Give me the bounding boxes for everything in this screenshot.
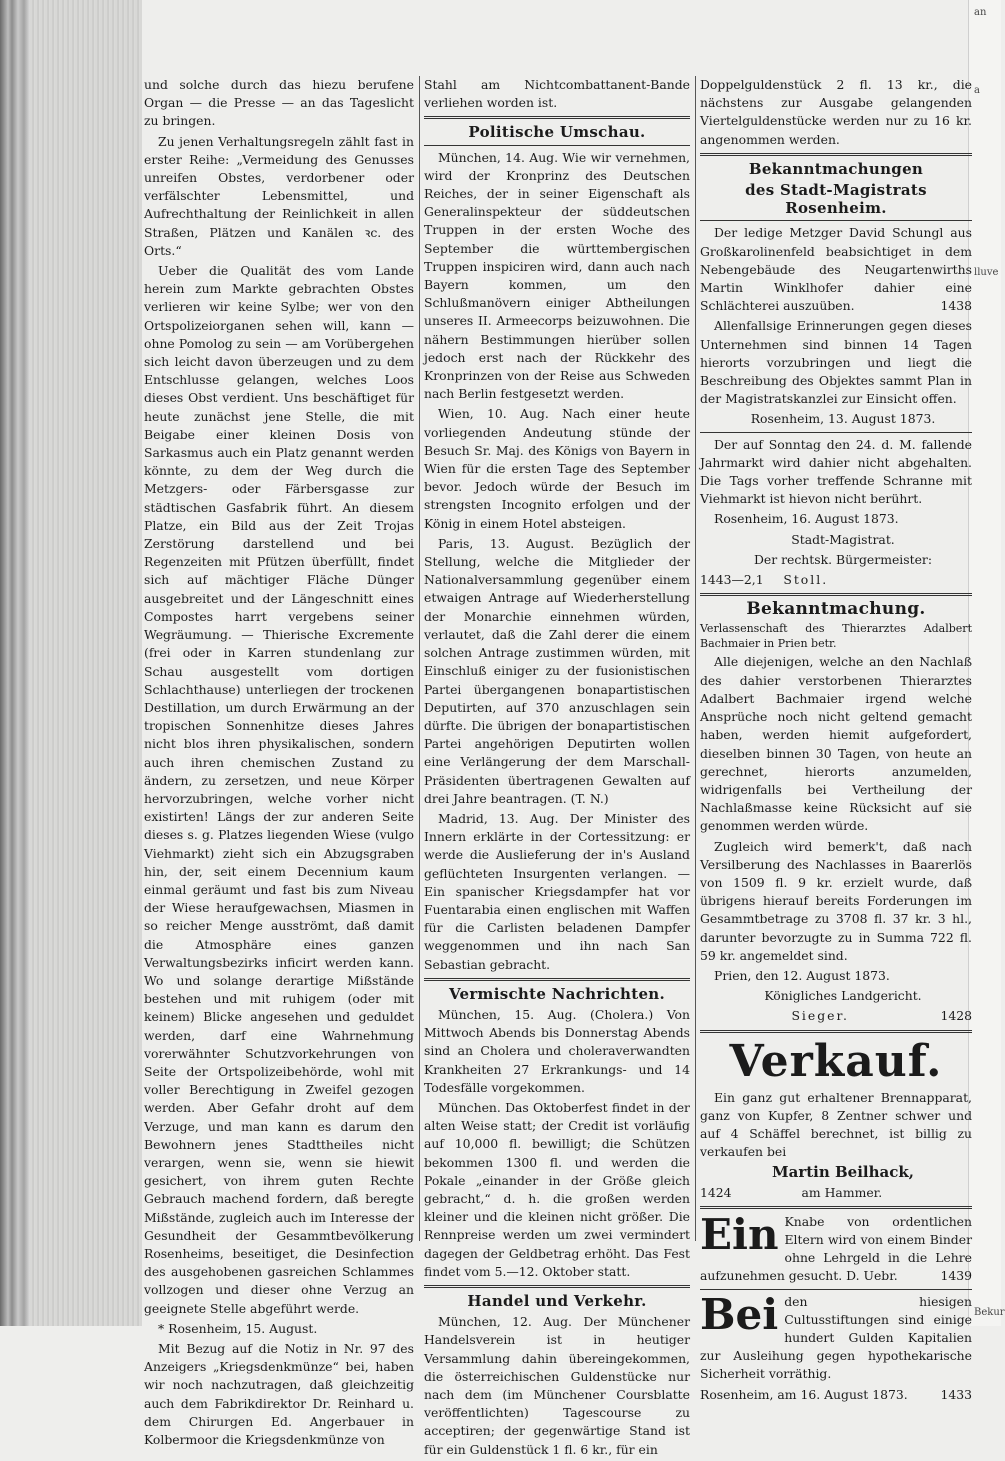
col2-paragraph: Paris, 13. August. Bezüglich der Stellung, welche die Mitglieder der Nationalversammlung gegenüber einem etwaigen Antrage auf Wiederherstellung der Monarchie einnehmen würden, verlautet, daß die Zahl derer die einem solchen Antrage zustimmen würden, mit Einschluß einiger zu der fusionistischen Partei übergangenen bonapartistischen Deputirten, auf 370 anzuschlagen sein dürfte. Die übrigen der bonapartistischen Partei angehörigen Deputirten wollen eine Verlängerung der dem Marschall-Präsidenten übertragenen Gewalten auf drei Jahre beantragen. (T. N.) <box>424 535 690 806</box>
adjacent-page-strip <box>974 0 1005 1326</box>
adjacent-page-fragment <box>974 962 1000 988</box>
col3-dateline: Rosenheim, am 16. August 1873. <box>700 1386 908 1402</box>
adjacent-page-fragment: an <box>974 7 987 18</box>
adjacent-page-fragment <box>974 572 1000 598</box>
section-divider <box>700 593 972 596</box>
section-heading-politics: Politische Umschau. <box>468 123 646 142</box>
adjacent-page-fragment <box>974 702 1000 728</box>
col1-paragraph: Ueber die Qualität des vom Lande herein zum Markte gebrachten Obstes verlieren wir keine Sylbe; wer von den Ortspolizeiorganen sehen will, kann — ohne Pomolog zu sein — am Vorübergehen sich leicht davon überzeugen und zu dem Entschlusse gelangen, welches Loos dieses Obst verdient. Uns beschäftiget für heute zunächst jene Stelle, die mit Beigabe einer kleinen Dosis von Sarkasmus auch ein Platz genannt werden könnte, zu dem der Weg durch die Metzgers- oder Färbersgasse zur städtischen Gasfabrik führt. An diesem Platze, ein Bild aus der Zeit Trojas Zerstörung darstellend und bei Regenzeiten mit Pfützen überfüllt, findet sich auf mächtiger Fläche Dünger ausgebreitet und der Längeschnitt eines Compostes harrt vergebens seiner Wegräumung. — Thierische Excremente (frei oder in Karren stundenlang zur Schau ausgestellt vom dortigen Schlachthause) unterliegen der trockenen Destillation, um durch Erwärmung an der tropischen Sonnenhitze dieses Jahres nicht blos ihren physikalischen, sondern auch ihren chemischen Zustand zu ändern, zu zersetzen, und neue Körper hervorzubringen, welche vorher nicht existirten! Längs der zur anderen Seite dieses s. g. Platzes liegenden Wiese (vulgo Viehmarkt) zieht sich ein Abzugsgraben hin, der, seit einem Decennium kaum einmal geräumt und fast bis zum Niveau der Wiese heraufgewachsen, Miasmen in so reicher Menge ausströmt, daß damit die Atmosphäre eines ganzen Verwaltungsbezirks inficirt werden kann. Wo und solange derartige Mißstände bestehen und mit ruhigem (oder mit keinem) Blicke angesehen und geduldet werden, darf eine Wahrnehmung vorerwähnter Schutzvorkehrungen von Seite der Ortspolizeibehörde, wohl mit voller Berechtigung in Zweifel gezogen werden. Aber Gefahr droht auf dem Verzuge, und man kann es darum den Bewohnern jenes Stadttheiles nicht verargen, wenn sie, wenn sie hiewit gesichert, von ihrem guten Rechte Gebrauch machend fordern, daß beregte Mißstände, zugleich auch im Interesse der Gesundheit der Gesammtbevölkerung Rosenheims, beseitiget, die Desinfection des ausgehobenen gasreichen Schlammes vollzogen und dieser ohne Verzug an geeignete Stelle abgeführt werde. <box>144 263 414 1316</box>
adjacent-page-fragment <box>974 1248 1000 1274</box>
col2-paragraph: Stahl am Nichtcombattanent-Bande verliehen worden ist. <box>424 77 690 111</box>
col3-signature-line <box>700 1007 972 1025</box>
adjacent-page-fragment <box>974 936 1000 962</box>
column-rule-1 <box>419 76 420 1241</box>
notice-number: 1438 <box>940 298 972 314</box>
adjacent-page-fragment: a <box>974 85 980 96</box>
col3-paragraph: den hiesigen Cultusstiftungen sind einige hundert Gulden Kapitalien zur Ausleihung gegen hypothekarische Sicherheit vorräthig. <box>700 1293 972 1382</box>
col3-paragraph: Ein ganz gut erhaltener Brennapparat, ganz von Kupfer, 8 Zentner schwer und auf 4 Schäffel berechnet, ist billig zu verkaufen bei <box>700 1089 972 1160</box>
heading-underline <box>700 220 972 221</box>
signature-name: Sieger. <box>791 1008 849 1024</box>
adjacent-page-fragment <box>974 1196 1000 1222</box>
adjacent-page-fragment <box>974 780 1000 806</box>
col3-signature-title: Der rechtsk. Bürgermeister: <box>753 551 933 567</box>
col2-paragraph: München, 14. Aug. Wie wir vernehmen, wird der Kronprinz des Deutschen Reiches, der in seiner Eigenschaft als Generalinspekteur der süddeutschen Truppen in der ersten Woche des September die württembergischen Truppen inspiciren wird, dann auch nach Bayern kommen, um den Schlußmanövern einiger Abtheilungen unseres II. Armeecorps beizuwohnen. Die nähern Bestimmungen hierüber sollen jedoch erst nach der Rückkehr des Kronprinzen von der Reise aus Schweden nach Berlin festgesetzt werden. <box>424 149 690 402</box>
col3-paragraph: Zugleich wird bemerk't, daß nach Versilberung des Nachlasses in Baarerlös von 1509 fl. 9 kr. erzielt wurde, daß übrigens hierauf bereits Forderungen im Gesammtbetrage zu 3708 fl. 37 kr. 3 hl., darunter bevorzugte zu in Summa 722 fl. 59 kr. angemeldet sind. <box>700 838 972 963</box>
ad-initial-word: Bei <box>700 1289 779 1339</box>
seller-location: am Hammer. <box>801 1184 883 1200</box>
notice-number: 1433 <box>940 1386 972 1402</box>
column-3 <box>700 76 972 1406</box>
col2-paragraph: Madrid, 13. Aug. Der Minister des Innern erklärte in der Cortessitzung: er werde die Auslieferung der in's Ausland geflüchteten Insurgenten verlangen. — Ein spanischer Kriegsdampfer hat vor Fuentarabia einen englischen mit Waffen für die Carlisten beladenen Dampfer weggenommen und ihn nach San Sebastian gebracht. <box>424 810 690 972</box>
adjacent-page-fragment <box>974 832 1000 858</box>
ad-text: Knabe von ordentlichen Eltern wird von einem Binder ohne Lehrgeld in die Lehre aufzunehmen gesucht. D. Uebr. <box>700 1213 972 1284</box>
adjacent-page-fragment <box>974 338 1000 364</box>
col1-paragraph: Mit Bezug auf die Notiz in Nr. 97 des Anzeigers „Kriegsdenkmünze“ bei, haben wir noch nachzutragen, daß gleichzeitig auch dem Fabrikdirektor Dr. Reinhard u. dem Chirurgen Ed. Angerbauer in Kolbermoor die Kriegsdenkmünze von <box>144 1341 414 1448</box>
col3-dateline: Rosenheim, 13. August 1873. <box>750 411 936 427</box>
apprentice-ad <box>700 1209 972 1286</box>
adjacent-page-fragment <box>974 1274 1000 1300</box>
col3-signature-line <box>700 571 972 589</box>
col3-paragraph <box>700 224 972 315</box>
col2-paragraph: Wien, 10. Aug. Nach einer heute vorliegenden Andeutung stünde der Besuch Sr. Maj. des Königs von Bayern in Wien für die ersten Tage des September bevor. Jedoch würde der Besuch im strengsten Incognito erfolgen und der König in einem Hotel absteigen. <box>424 406 690 531</box>
adjacent-page-fragment <box>974 1092 1000 1118</box>
notice-heading: Bekanntmachung. <box>746 599 926 620</box>
adjacent-page-fragment <box>974 234 1000 260</box>
adjacent-page-fragment <box>974 1170 1000 1196</box>
adjacent-page-fragment <box>974 1066 1000 1092</box>
col2-paragraph: München. Das Oktoberfest findet in der alten Weise statt; der Credit ist vorläufig auf 10,000 fl. bewilligt; die Schützen bekommen 1300 fl. und werden die Pokale „einander in der Größe gleich gebracht,“ d. h. die großen werden kleiner und die kleinen nicht größer. Die Rennpreise werden um zwei vermindert dagegen der Geldbetrag erhöht. Das Fest findet vom 5.—12. Oktober statt. <box>424 1099 690 1279</box>
col3-signature-office: Königliches Landgericht. <box>764 988 922 1004</box>
notice-number: 1424 <box>700 1184 732 1200</box>
book-binding <box>0 0 30 1326</box>
ad-initial-word: Ein <box>700 1209 779 1259</box>
notice-subheading: des Stadt-Magistrats Rosenheim. <box>745 181 927 218</box>
adjacent-page-fragment <box>974 1014 1000 1040</box>
section-divider <box>700 153 972 156</box>
section-divider <box>424 1285 690 1288</box>
adjacent-page-fragment <box>974 312 1000 338</box>
adjacent-page-fragment <box>974 442 1000 468</box>
adjacent-page-fragment <box>974 182 1000 208</box>
adjacent-page-fragment <box>974 364 1000 390</box>
adjacent-page-fragment <box>974 286 1000 312</box>
col3-paragraph: Der auf Sonntag den 24. d. M. fallende Jahrmarkt wird dahier nicht abgehalten. Die Tags vorher treffende Schranne mit Viehmarkt ist hievon nicht berührt. <box>700 436 972 507</box>
notice-number: 1428 <box>940 1008 972 1024</box>
section-divider <box>700 1030 972 1033</box>
section-divider <box>424 978 690 981</box>
adjacent-page-fragment <box>974 858 1000 884</box>
adjacent-page-fragment <box>974 26 1000 52</box>
column-1 <box>144 76 414 1451</box>
adjacent-page-fragment <box>974 208 1000 234</box>
col1-paragraph: und solche durch das hiezu berufene Organ — die Presse — an das Tageslicht zu bringen. <box>144 77 414 129</box>
adjacent-page-fragment <box>974 728 1000 754</box>
adjacent-page-fragment <box>974 390 1000 416</box>
column-rule-2 <box>695 76 696 1241</box>
divider <box>700 432 972 433</box>
col3-signature-line <box>700 1184 972 1202</box>
adjacent-page-fragment <box>974 650 1000 676</box>
adjacent-page-fragment <box>974 52 1000 78</box>
adjacent-page-fragment <box>974 754 1000 780</box>
adjacent-page-fragment <box>974 910 1000 936</box>
adjacent-page-fragment: lluve <box>974 267 999 278</box>
sale-heading: Verkauf. <box>729 1035 943 1087</box>
col3-dateline: Prien, den 12. August 1873. <box>714 967 890 983</box>
signature-name: Stoll. <box>783 572 829 588</box>
col3-paragraph: Alle diejenigen, welche an den Nachlaß des dahier verstorbenen Thierarztes Adalbert Bachmaier irgend welche Ansprüche noch nicht geltend gemacht haben, werden hiemit aufgefordert, dieselben binnen 30 Tagen, von heute an gerechnet, hierorts anzumelden, widrigenfalls bei Vertheilung der Nachlaßmasse keine Rücksicht auf sie genommen werden würde. <box>700 654 972 834</box>
page-edge-stack <box>30 0 142 1326</box>
adjacent-page-fragment <box>974 468 1000 494</box>
adjacent-page-fragment <box>974 806 1000 832</box>
adjacent-page-fragment <box>974 156 1000 182</box>
col3-signature-line <box>700 1386 972 1404</box>
col3-paragraph: Doppelguldenstück 2 fl. 13 kr., die nächstens zur Ausgabe gelangenden Viertelguldenstücke werden nur zu 16 kr. angenommen werden. <box>700 77 972 147</box>
notice-text: Der ledige Metzger David Schungl aus Großkarolinenfeld beabsichtiget in dem Nebengebäude des Neugartenwirths Martin Winklhofer dahier eine Schlächterei auszuüben. <box>700 225 972 314</box>
adjacent-page-fragment <box>974 546 1000 572</box>
section-heading-misc: Vermischte Nachrichten. <box>448 984 666 1003</box>
adjacent-page-fragment <box>974 884 1000 910</box>
col1-dateline: * Rosenheim, 15. August. <box>158 1320 318 1336</box>
adjacent-page-fragment <box>974 1118 1000 1144</box>
heading-underline <box>424 145 690 146</box>
adjacent-page-fragment <box>974 1144 1000 1170</box>
section-heading-trade: Handel und Verkehr. <box>467 1292 647 1310</box>
notice-heading: Bekanntmachungen <box>748 159 924 178</box>
adjacent-page-fragment <box>974 104 1000 130</box>
adjacent-page-fragment <box>974 520 1000 546</box>
seller-name: Martin Beilhack, <box>772 1163 914 1182</box>
loan-ad <box>700 1289 972 1384</box>
col2-paragraph: München, 12. Aug. Der Münchener Handelsverein ist in heutiger Versammlung dahin übereingekommen, die österreichischen Guldenstücke nur nach dem (im Münchener Coursblatte veröffentlichten) Tagescourse zu acceptiren; der gegenwärtige Stand ist für ein Guldenstück 1 fl. 6 kr., für ein <box>424 1314 690 1457</box>
col3-paragraph: Allenfallsige Erinnerungen gegen dieses Unternehmen sind binnen 14 Tagen hierorts vorzubringen und liegt die Beschreibung des Objektes sammt Plan in der Magistratskanzlei zur Einsicht offen. <box>700 318 972 407</box>
adjacent-page-fragment <box>974 598 1000 624</box>
col2-paragraph: München, 15. Aug. (Cholera.) Von Mittwoch Abends bis Donnerstag Abends sind an Cholera und choleraverwandten Krankheiten 27 Erkrankungs- und 14 Todesfälle vorgekommen. <box>424 1006 690 1095</box>
adjacent-page-fragment: Bekur <box>974 1307 1005 1318</box>
col1-paragraph: Zu jenen Verhaltungsregeln zählt fast in erster Reihe: „Vermeidung des Genusses unreifen Obstes, verdorbener oder verfälschter Lebensmittel, und Aufrechthaltung der Reinlichkeit in allen Straßen, Plätzen und Kanälen ꝛc. des Orts.“ <box>144 133 414 258</box>
adjacent-page-fragment <box>974 988 1000 1014</box>
notice-number: 1439 <box>940 1268 972 1284</box>
adjacent-page-fragment <box>974 1040 1000 1066</box>
adjacent-page-fragment <box>974 416 1000 442</box>
notice-subject: Verlassenschaft des Thierarztes Adalbert Bachmaier in Prien betr. <box>700 622 972 651</box>
adjacent-page-fragment <box>974 624 1000 650</box>
adjacent-page-fragment <box>974 494 1000 520</box>
adjacent-page-fragment <box>974 1222 1000 1248</box>
col3-signature-office: Stadt-Magistrat. <box>791 531 895 547</box>
col3-dateline: Rosenheim, 16. August 1873. <box>714 511 899 527</box>
adjacent-page-fragment <box>974 676 1000 702</box>
adjacent-page-fragment <box>974 130 1000 156</box>
section-divider <box>424 116 690 119</box>
column-2 <box>424 76 690 1461</box>
notice-number: 1443—2,1 <box>700 572 764 588</box>
section-divider <box>700 1206 972 1209</box>
